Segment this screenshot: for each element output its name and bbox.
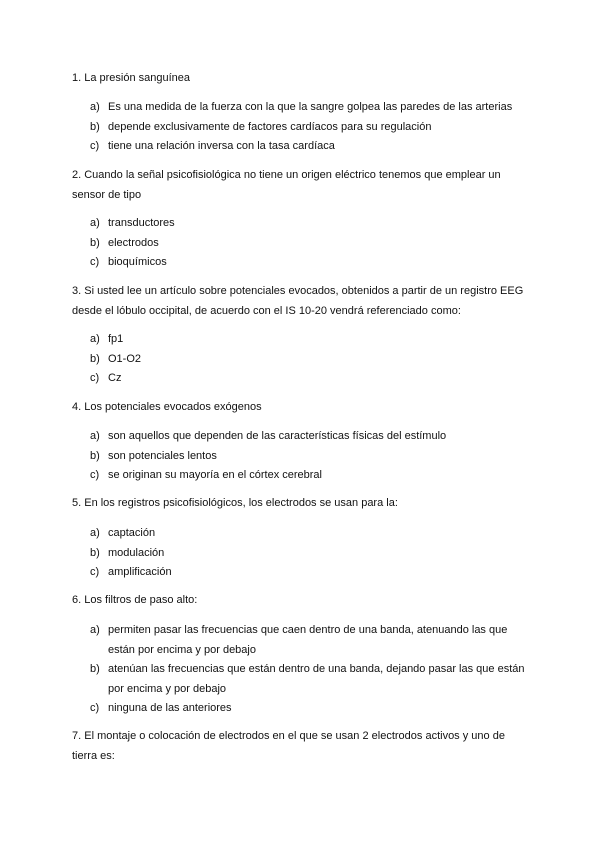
option-3b <box>90 350 530 370</box>
option-text: depende exclusivamente de factores cardíacos para su regulación <box>108 120 432 133</box>
option-letter: a) <box>90 624 100 636</box>
option-letter: b) <box>90 546 100 559</box>
option-letter: b) <box>90 352 100 365</box>
option-letter: a) <box>90 430 100 442</box>
option-6a <box>90 621 530 660</box>
option-5b <box>90 544 530 564</box>
question-5: 5. En los registros psicofisiológicos, los electrodos se usan para la: <box>72 497 398 509</box>
question-1: 1. La presión sanguínea <box>72 72 191 84</box>
option-text: tiene una relación inversa con la tasa cardíaca <box>108 140 335 152</box>
option-text: amplificación <box>108 566 172 578</box>
option-text: se originan su mayoría en el córtex cerebral <box>108 469 322 481</box>
option-5a <box>90 524 530 544</box>
option-6c <box>90 699 530 719</box>
option-letter: a) <box>90 333 100 345</box>
option-text: O1-O2 <box>108 352 142 365</box>
question-3: 3. Si usted lee un artículo sobre potenciales evocados, obtenidos a partir de un registro EEG desde el lóbulo occipital, de acuerdo con el IS 10-20 vendrá referenciado como: <box>72 285 524 317</box>
option-6b <box>90 660 530 699</box>
option-text: son potenciales lentos <box>108 449 217 462</box>
option-3c <box>90 369 530 389</box>
option-letter: c) <box>90 140 100 152</box>
option-2b <box>90 234 530 254</box>
option-text: Es una medida de la fuerza con la que la sangre golpea las paredes de las arterias <box>108 101 513 113</box>
option-letter: b) <box>90 449 100 462</box>
option-letter: c) <box>90 372 100 384</box>
option-letter: a) <box>90 217 100 229</box>
option-letter: c) <box>90 566 100 578</box>
option-2a <box>90 214 530 234</box>
option-text: modulación <box>108 546 165 559</box>
question-6: 6. Los filtros de paso alto: <box>72 594 198 606</box>
option-2c <box>90 253 530 273</box>
question-5-options <box>90 524 530 583</box>
option-text: son aquellos que dependen de las características físicas del estímulo <box>108 430 447 442</box>
option-text: bioquímicos <box>108 256 167 268</box>
question-7: 7. El montaje o colocación de electrodos en el que se usan 2 electrodos activos y uno de tierra es: <box>72 730 505 762</box>
option-letter: b) <box>90 236 100 249</box>
option-letter: c) <box>90 469 100 481</box>
option-1b <box>90 118 530 138</box>
option-4b <box>90 447 530 467</box>
option-text: ninguna de las anteriores <box>108 702 232 714</box>
question-2-options <box>90 214 530 273</box>
question-6-options <box>90 621 530 719</box>
question-1-options <box>90 98 530 157</box>
option-text: transductores <box>108 217 175 229</box>
option-text: atenúan las frecuencias que están dentro de una banda, dejando pasar las que están por encima y por debajo <box>108 663 525 695</box>
option-letter: c) <box>90 702 100 714</box>
option-text: Cz <box>108 372 122 384</box>
option-letter: a) <box>90 527 100 539</box>
option-4c <box>90 466 530 486</box>
option-4a <box>90 427 530 447</box>
question-2: 2. Cuando la señal psicofisiológica no tiene un origen eléctrico tenemos que emplear un sensor de tipo <box>72 169 501 201</box>
option-letter: b) <box>90 663 100 675</box>
question-3-options <box>90 330 530 389</box>
option-5c <box>90 563 530 583</box>
option-letter: a) <box>90 101 100 113</box>
option-3a <box>90 330 530 350</box>
option-letter: c) <box>90 256 100 268</box>
option-1c <box>90 137 530 157</box>
option-text: electrodos <box>108 236 159 249</box>
option-text: fp1 <box>108 333 124 345</box>
option-text: captación <box>108 527 156 539</box>
question-4: 4. Los potenciales evocados exógenos <box>72 401 262 413</box>
option-1a <box>90 98 530 118</box>
option-text: permiten pasar las frecuencias que caen dentro de una banda, atenuando las que están por encima y por debajo <box>108 624 508 656</box>
option-letter: b) <box>90 120 100 133</box>
question-4-options <box>90 427 530 486</box>
